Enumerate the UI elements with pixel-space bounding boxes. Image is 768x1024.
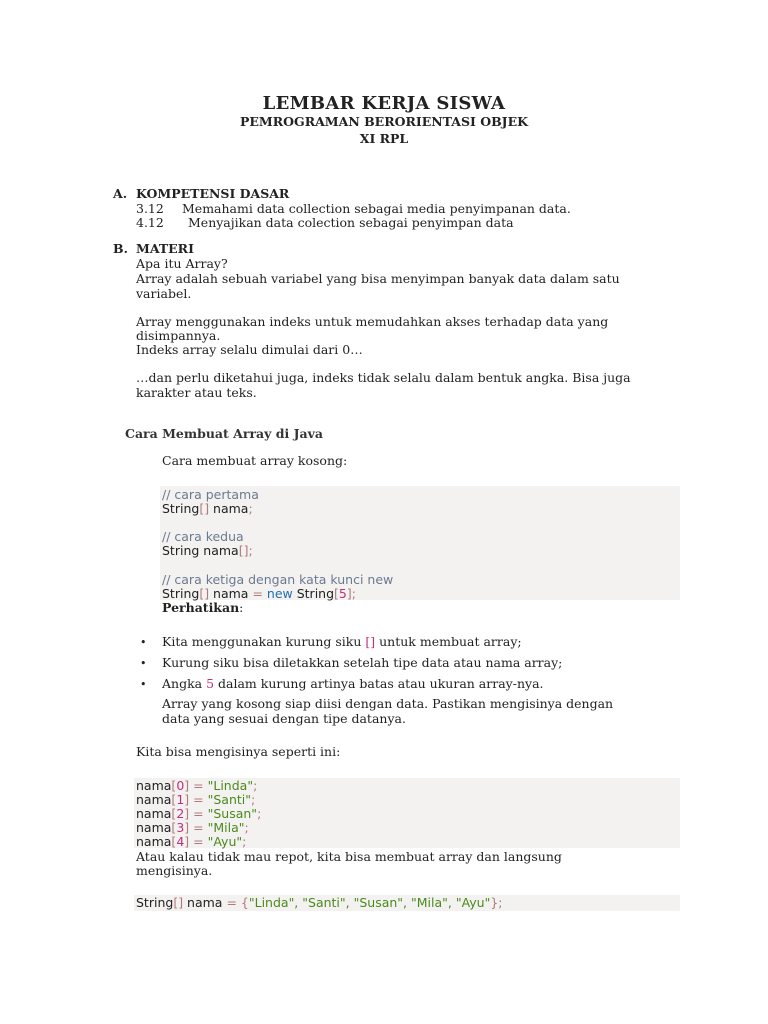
materi-line: Indeks array selalu dimulai dari 0…: [136, 342, 363, 357]
code-line: String[] nama = new String[5];: [162, 586, 356, 601]
materi-line: variabel.: [136, 286, 192, 301]
document-title: LEMBAR KERJA SISWA: [262, 93, 506, 114]
section-b-label: B.: [113, 241, 128, 256]
paragraph-line: mengisinya.: [136, 863, 213, 878]
materi-line: Apa itu Array?: [136, 256, 228, 271]
code-line: String[] nama = {"Linda", "Santi", "Susan", "Mila", "Ayu"};: [136, 895, 503, 910]
materi-line: …dan perlu diketahui juga, indeks tidak selalu dalam bentuk angka. Bisa juga: [136, 370, 631, 385]
code-block-fill-array: [134, 778, 680, 848]
bullet-item: Angka 5 dalam kurung artinya batas atau ukuran array-nya.: [162, 676, 544, 691]
competency-number: 3.12: [136, 201, 164, 216]
competency-number: 4.12: [136, 215, 164, 230]
materi-line: Array menggunakan indeks untuk memudahkan akses terhadap data yang: [136, 314, 609, 329]
materi-line: Array adalah sebuah variabel yang bisa menyimpan banyak data dalam satu: [136, 271, 620, 286]
code-line: nama[0] = "Linda";: [136, 778, 258, 793]
code-line: String[] nama;: [162, 501, 253, 516]
section-a-heading: KOMPETENSI DASAR: [136, 186, 290, 201]
competency-text: Memahami data collection sebagai media penyimpanan data.: [182, 201, 571, 216]
bullet-icon: •: [140, 678, 147, 691]
document-class: XI RPL: [359, 131, 409, 146]
code-line: nama[4] = "Ayu";: [136, 834, 247, 849]
code-block-empty-array: [160, 486, 680, 600]
bullet-icon: •: [140, 636, 147, 649]
note-label: Perhatikan:: [162, 600, 244, 615]
section-b-heading: MATERI: [136, 241, 194, 256]
fill-intro: Kita bisa mengisinya seperti ini:: [136, 744, 341, 759]
bullet-item: Kurung siku bisa diletakkan setelah tipe data atau nama array;: [162, 655, 563, 670]
code-comment: // cara ketiga dengan kata kunci new: [162, 572, 394, 587]
code-line: nama[1] = "Santi";: [136, 792, 256, 807]
subsection-intro: Cara membuat array kosong:: [162, 453, 348, 468]
code-line: String nama[];: [162, 543, 253, 558]
materi-line: disimpannya.: [136, 328, 221, 343]
document-subject: PEMROGRAMAN BERORIENTASI OBJEK: [240, 114, 528, 129]
bullet-item: Kita menggunakan kurung siku [] untuk membuat array;: [162, 634, 522, 649]
materi-line: karakter atau teks.: [136, 385, 257, 400]
code-block-init-array: [134, 895, 680, 911]
section-a-label: A.: [113, 186, 128, 201]
paragraph-line: Array yang kosong siap diisi dengan data. Pastikan mengisinya dengan: [162, 696, 614, 711]
competency-text: Menyajikan data colection sebagai penyimpan data: [188, 215, 514, 230]
code-comment: // cara pertama: [162, 487, 259, 502]
code-comment: // cara kedua: [162, 529, 244, 544]
bullet-icon: •: [140, 657, 147, 670]
subsection-heading: Cara Membuat Array di Java: [125, 426, 323, 441]
code-line: nama[2] = "Susan";: [136, 806, 262, 821]
paragraph-line: Atau kalau tidak mau repot, kita bisa membuat array dan langsung: [136, 849, 562, 864]
paragraph-line: data yang sesuai dengan tipe datanya.: [162, 711, 406, 726]
code-line: nama[3] = "Mila";: [136, 820, 249, 835]
